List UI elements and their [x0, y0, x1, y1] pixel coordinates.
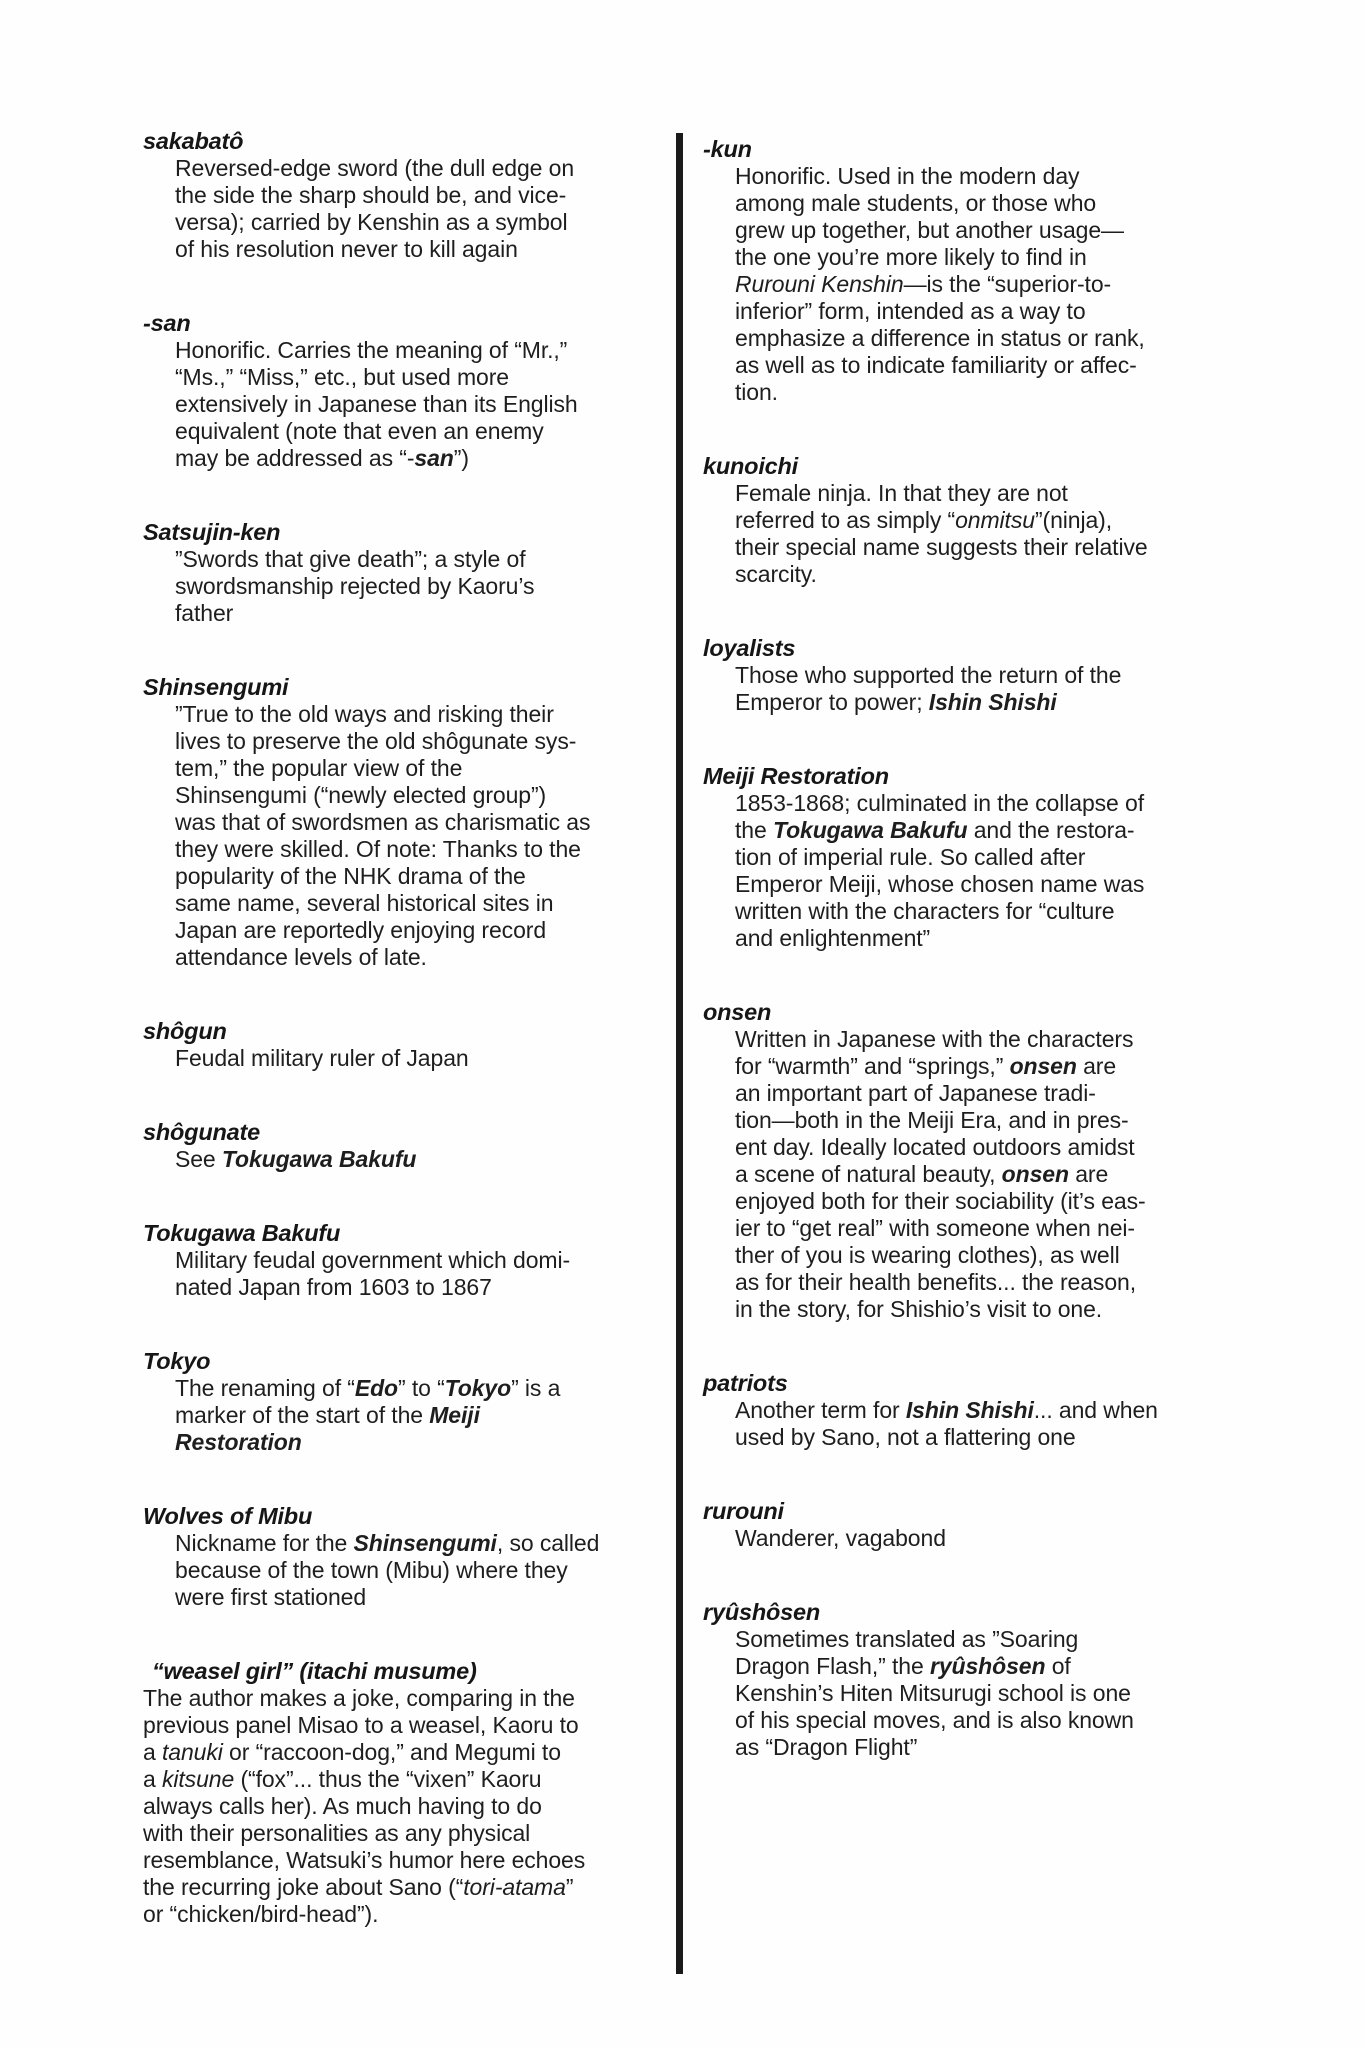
glossary-definition: [143, 1375, 688, 1456]
definition-line: Emperor Meiji, whose chosen name was: [735, 871, 1145, 897]
glossary-definition: [703, 790, 1248, 952]
definition-line: Wanderer, vagabond: [735, 1525, 946, 1551]
definition-line: marker of the start of the Meiji: [175, 1402, 480, 1428]
definition-line: Reversed-edge sword (the dull edge on: [175, 155, 575, 181]
definition-line: tion of imperial rule. So called after: [735, 844, 1086, 870]
definition-line: ”Swords that give death”; a style of: [175, 546, 526, 572]
definition-line: referred to as simply “onmitsu”(ninja),: [735, 507, 1113, 533]
definition-line: Nickname for the Shinsengumi, so called: [175, 1530, 600, 1556]
definition-line: enjoyed both for their sociability (it’s eas-: [735, 1188, 1146, 1214]
glossary-entry: [703, 136, 1248, 406]
glossary-entry: [703, 635, 1248, 716]
glossary-entry: [143, 128, 688, 263]
glossary-term: ryûshôsen: [703, 1599, 821, 1625]
glossary-definition: [143, 546, 688, 627]
definition-line: ent day. Ideally located outdoors amidst: [735, 1134, 1135, 1160]
glossary-definition: [143, 1247, 688, 1301]
glossary-definition: [143, 1530, 688, 1611]
glossary-term: shôgun: [143, 1018, 227, 1044]
definition-line: always calls her). As much having to do: [143, 1793, 542, 1819]
glossary-definition: [703, 1026, 1248, 1323]
glossary-term: -san: [143, 310, 191, 336]
glossary-term: patriots: [703, 1370, 788, 1396]
definition-line: in the story, for Shishio’s visit to one.: [735, 1296, 1103, 1322]
definition-line: ther of you is wearing clothes), as well: [735, 1242, 1120, 1268]
definition-line: the Tokugawa Bakufu and the restora-: [735, 817, 1135, 843]
definition-line: Honorific. Carries the meaning of “Mr.,”: [175, 337, 568, 363]
definition-line: versa); carried by Kenshin as a symbol: [175, 209, 568, 235]
definition-line: father: [175, 600, 234, 626]
definition-line: Dragon Flash,” the ryûshôsen of: [735, 1653, 1071, 1679]
glossary-entry: [703, 453, 1248, 588]
glossary-term: Meiji Restoration: [703, 763, 889, 789]
glossary-entry: [143, 1220, 688, 1301]
glossary-term: Tokyo: [143, 1348, 211, 1374]
definition-line: tion—both in the Meiji Era, and in pres-: [735, 1107, 1129, 1133]
glossary-entry: [143, 1348, 688, 1456]
glossary-definition: [143, 1146, 688, 1173]
definition-line: as well as to indicate familiarity or affec-: [735, 352, 1137, 378]
definition-line: for “warmth” and “springs,” onsen are: [735, 1053, 1117, 1079]
definition-line: emphasize a difference in status or rank,: [735, 325, 1145, 351]
definition-line: Emperor to power; Ishin Shishi: [735, 689, 1057, 715]
glossary-entry: [143, 1658, 688, 1928]
glossary-term: kunoichi: [703, 453, 799, 479]
definition-line: the one you’re more likely to find in: [735, 244, 1087, 270]
definition-line: previous panel Misao to a weasel, Kaoru to: [143, 1712, 579, 1738]
definition-line: lives to preserve the old shôgunate sys-: [175, 728, 577, 754]
glossary-column-right: [703, 136, 1248, 1808]
glossary-column-left: [143, 128, 688, 1975]
glossary-term: “weasel girl” (itachi musume): [152, 1658, 477, 1684]
definition-line: their special name suggests their relative: [735, 534, 1148, 560]
definition-line: same name, several historical sites in: [175, 890, 554, 916]
definition-line: tion.: [735, 379, 778, 405]
glossary-entry: [703, 999, 1248, 1323]
definition-line: and enlightenment”: [735, 925, 931, 951]
definition-line: Restoration: [175, 1429, 302, 1455]
definition-line: scarcity.: [735, 561, 817, 587]
definition-line: Those who supported the return of the: [735, 662, 1122, 688]
definition-line: ier to “get real” with someone when nei-: [735, 1215, 1135, 1241]
definition-line: an important part of Japanese tradi-: [735, 1080, 1096, 1106]
definition-line: Rurouni Kenshin—is the “superior-to-: [735, 271, 1112, 297]
definition-line: extensively in Japanese than its English: [175, 391, 578, 417]
definition-line: written with the characters for “culture: [735, 898, 1115, 924]
definition-line: Another term for Ishin Shishi... and when: [735, 1397, 1158, 1423]
definition-line: nated Japan from 1603 to 1867: [175, 1274, 492, 1300]
definition-line: inferior” form, intended as a way to: [735, 298, 1086, 324]
column-divider: [676, 133, 683, 1974]
glossary-term: shôgunate: [143, 1119, 261, 1145]
definition-line: swordsmanship rejected by Kaoru’s: [175, 573, 535, 599]
definition-line: Sometimes translated as ”Soaring: [735, 1626, 1079, 1652]
glossary-entry: [703, 763, 1248, 952]
definition-line: a tanuki or “raccoon-dog,” and Megumi to: [143, 1739, 561, 1765]
glossary-term: loyalists: [703, 635, 796, 661]
definition-line: resemblance, Watsuki’s humor here echoes: [143, 1847, 586, 1873]
definition-line: equivalent (note that even an enemy: [175, 418, 544, 444]
definition-line: Shinsengumi (“newly elected group”): [175, 782, 547, 808]
glossary-entry: [143, 674, 688, 971]
glossary-entry: [143, 1119, 688, 1173]
definition-line: with their personalities as any physical: [143, 1820, 531, 1846]
glossary-entry: [143, 1018, 688, 1072]
glossary-definition: [703, 1525, 1248, 1552]
glossary-definition: [703, 1397, 1248, 1451]
glossary-definition: [703, 662, 1248, 716]
glossary-definition: [143, 337, 688, 472]
glossary-entry: [143, 310, 688, 472]
glossary-definition: [143, 701, 688, 971]
definition-line: The author makes a joke, comparing in the: [143, 1685, 575, 1711]
definition-line: grew up together, but another usage—: [735, 217, 1124, 243]
glossary-term: -kun: [703, 136, 752, 162]
definition-line: Honorific. Used in the modern day: [735, 163, 1080, 189]
glossary-definition: [703, 1626, 1248, 1761]
glossary-term: rurouni: [703, 1498, 784, 1524]
glossary-definition: [703, 480, 1248, 588]
definition-line: a scene of natural beauty, onsen are: [735, 1161, 1109, 1187]
definition-line: See Tokugawa Bakufu: [175, 1146, 417, 1172]
definition-line: were first stationed: [175, 1584, 367, 1610]
definition-line: as for their health benefits... the reason,: [735, 1269, 1136, 1295]
definition-line: a kitsune (“fox”... thus the “vixen” Kaoru: [143, 1766, 542, 1792]
definition-line: Military feudal government which domi-: [175, 1247, 571, 1273]
definition-line: Feudal military ruler of Japan: [175, 1045, 469, 1071]
definition-line: of his special moves, and is also known: [735, 1707, 1134, 1733]
glossary-definition: [703, 163, 1248, 406]
glossary-term: Wolves of Mibu: [143, 1503, 313, 1529]
glossary-entry: [703, 1599, 1248, 1761]
glossary-term: onsen: [703, 999, 772, 1025]
glossary-definition: [143, 155, 688, 263]
definition-line: among male students, or those who: [735, 190, 1097, 216]
glossary-entry: [143, 1503, 688, 1611]
glossary-entry: [703, 1370, 1248, 1451]
definition-line: 1853-1868; culminated in the collapse of: [735, 790, 1145, 816]
glossary-definition: [143, 1685, 688, 1928]
definition-line: popularity of the NHK drama of the: [175, 863, 526, 889]
glossary-entry: [143, 519, 688, 627]
definition-line: was that of swordsmen as charismatic as: [175, 809, 591, 835]
definition-line: as “Dragon Flight”: [735, 1734, 918, 1760]
definition-line: they were skilled. Of note: Thanks to the: [175, 836, 581, 862]
definition-line: Female ninja. In that they are not: [735, 480, 1068, 506]
glossary-entry: [703, 1498, 1248, 1552]
glossary-term: Tokugawa Bakufu: [143, 1220, 341, 1246]
definition-line: the recurring joke about Sano (“tori-atama”: [143, 1874, 574, 1900]
definition-line: “Ms.,” “Miss,” etc., but used more: [175, 364, 509, 390]
definition-line: used by Sano, not a flattering one: [735, 1424, 1076, 1450]
glossary-definition: [143, 1045, 688, 1072]
definition-line: tem,” the popular view of the: [175, 755, 463, 781]
glossary-term: Shinsengumi: [143, 674, 289, 700]
definition-line: may be addressed as “-san”): [175, 445, 469, 471]
definition-line: Japan are reportedly enjoying record: [175, 917, 547, 943]
definition-line: Kenshin’s Hiten Mitsurugi school is one: [735, 1680, 1131, 1706]
glossary-term: Satsujin-ken: [143, 519, 281, 545]
definition-line: The renaming of “Edo” to “Tokyo” is a: [175, 1375, 561, 1401]
glossary-term: sakabatô: [143, 128, 244, 154]
definition-line: or “chicken/bird-head”).: [143, 1901, 379, 1927]
definition-line: the side the sharp should be, and vice-: [175, 182, 567, 208]
definition-line: Written in Japanese with the characters: [735, 1026, 1134, 1052]
definition-line: attendance levels of late.: [175, 944, 427, 970]
definition-line: ”True to the old ways and risking their: [175, 701, 554, 727]
definition-line: of his resolution never to kill again: [175, 236, 518, 262]
definition-line: because of the town (Mibu) where they: [175, 1557, 568, 1583]
